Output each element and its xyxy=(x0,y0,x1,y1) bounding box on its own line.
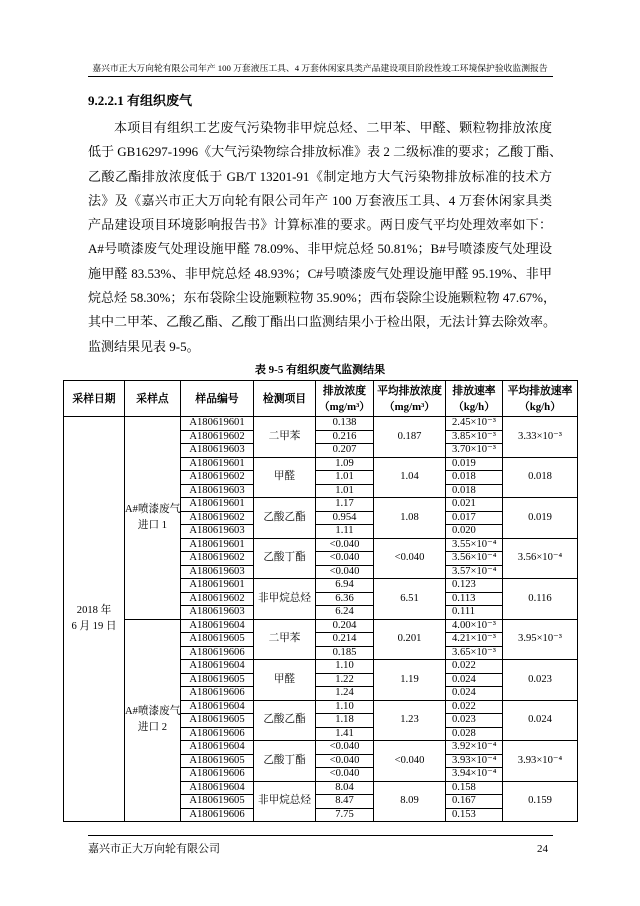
concentration-cell: 1.17 xyxy=(316,498,374,512)
emission-rate-cell: 4.21×10⁻³ xyxy=(446,633,503,647)
emission-rate-cell: 0.018 xyxy=(446,471,503,485)
concentration-cell: 1.41 xyxy=(316,727,374,741)
avg-concentration-cell: <0.040 xyxy=(374,538,446,579)
emission-rate-cell: 3.93×10⁻⁴ xyxy=(446,754,503,768)
emission-rate-cell: 3.65×10⁻³ xyxy=(446,646,503,660)
paragraph-line: 本项目有组织工艺废气污染物非甲烷总烃、二甲苯、甲醛、颗粒物排放浓度 xyxy=(114,120,552,135)
concentration-cell: 1.09 xyxy=(316,457,374,471)
running-header-title: 嘉兴市正大万向轮有限公司年产 100 万套液压工具、4 万套休闲家具类产品建设项目阶段性竣工环境保护验收监测报告 xyxy=(92,63,548,73)
concentration-cell: 1.01 xyxy=(316,471,374,485)
emission-rate-cell: 0.022 xyxy=(446,700,503,714)
header-label: 排放浓度 xyxy=(322,384,367,397)
concentration-cell: 1.18 xyxy=(316,714,374,728)
paragraph-line: A#号喷漆废气处理设施甲醛 78.09%、非甲烷总烃 50.81%；B#号喷漆废气处理设 xyxy=(88,241,552,257)
sample-id-cell: A180619604 xyxy=(181,741,254,755)
concentration-cell: 1.22 xyxy=(316,673,374,687)
sample-id-cell: A180619605 xyxy=(181,795,254,809)
paragraph-line: 法》及《嘉兴市正大万向轮有限公司年产 100 万套液压工具、4 万套休闲家具类 xyxy=(88,192,552,208)
concentration-cell: 1.10 xyxy=(316,660,374,674)
sample-id-cell: A180619604 xyxy=(181,781,254,795)
header-test-item: 检测项目 xyxy=(254,381,316,417)
footer-rule xyxy=(88,835,553,836)
emission-rate-cell: 3.56×10⁻⁴ xyxy=(446,552,503,566)
sampling-point-cell-line: A#喷漆废气 xyxy=(125,503,181,515)
header-unit: （kg/h） xyxy=(518,400,561,413)
sampling-point-cell xyxy=(125,619,181,822)
sampling-point-cell-line: 进口 1 xyxy=(137,519,168,531)
emission-rate-cell: 0.113 xyxy=(446,592,503,606)
concentration-cell: 6.24 xyxy=(316,606,374,620)
header-rule xyxy=(88,76,553,77)
test-item-cell: 甲醛 xyxy=(254,660,316,701)
sample-id-cell: A180619606 xyxy=(181,768,254,782)
table-caption: 表 9-5 有组织废气监测结果 xyxy=(254,364,386,376)
header-avg-emission-rate xyxy=(503,381,578,417)
concentration-cell: <0.040 xyxy=(316,565,374,579)
avg-emission-rate-cell: 3.56×10⁻⁴ xyxy=(503,538,578,579)
emission-rate-cell: 4.00×10⁻³ xyxy=(446,619,503,633)
paragraph-line: 其中二甲苯、乙酸乙酯、乙酸丁酯出口监测结果小于检出限，无法计算去除效率。 xyxy=(88,314,557,330)
table-body xyxy=(64,417,578,822)
emission-rate-cell: 0.111 xyxy=(446,606,503,620)
sample-id-cell: A180619602 xyxy=(181,592,254,606)
concentration-cell: 1.24 xyxy=(316,687,374,701)
sample-id-cell: A180619606 xyxy=(181,646,254,660)
emission-rate-cell: 3.70×10⁻³ xyxy=(446,444,503,458)
concentration-cell: 0.185 xyxy=(316,646,374,660)
footer-company-name: 嘉兴市正大万向轮有限公司 xyxy=(88,843,220,855)
concentration-cell: 6.36 xyxy=(316,592,374,606)
sample-id-cell: A180619605 xyxy=(181,754,254,768)
test-item-cell: 二甲苯 xyxy=(254,417,316,458)
sample-id-cell: A180619606 xyxy=(181,727,254,741)
header-unit: （kg/h） xyxy=(452,400,495,413)
emission-rate-cell: 0.153 xyxy=(446,808,503,822)
concentration-cell: 6.94 xyxy=(316,579,374,593)
sample-id-cell: A180619603 xyxy=(181,565,254,579)
avg-emission-rate-cell: 0.024 xyxy=(503,700,578,741)
paragraph-line: 烷总烃 58.30%；东布袋除尘设施颗粒物 35.90%；西布袋除尘设施颗粒物 47.67%， xyxy=(88,290,556,306)
concentration-cell: 0.216 xyxy=(316,430,374,444)
page-number: 24 xyxy=(537,843,548,855)
test-item-cell: 非甲烷总烃 xyxy=(254,579,316,620)
table-row xyxy=(64,619,578,633)
emission-rate-cell: 0.020 xyxy=(446,525,503,539)
test-item-cell: 乙酸丁酯 xyxy=(254,538,316,579)
header-unit: （mg/m³） xyxy=(318,400,371,413)
avg-emission-rate-cell: 3.93×10⁻⁴ xyxy=(503,741,578,782)
sampling-date-cell xyxy=(64,417,125,822)
paragraph-line: 乙酸乙酯排放浓度低于 GB/T 13201-91《制定地方大气污染物排放标准的技术方 xyxy=(88,168,552,184)
concentration-cell: 0.204 xyxy=(316,619,374,633)
header-sampling-date: 采样日期 xyxy=(64,381,125,417)
sample-id-cell: A180619601 xyxy=(181,579,254,593)
avg-concentration-cell: 1.08 xyxy=(374,498,446,539)
table-header-row xyxy=(64,381,578,417)
emission-rate-cell: 3.92×10⁻⁴ xyxy=(446,741,503,755)
emission-rate-cell: 0.158 xyxy=(446,781,503,795)
header-sample-id: 样品编号 xyxy=(181,381,254,417)
emission-monitoring-table xyxy=(63,380,578,822)
avg-concentration-cell: 8.09 xyxy=(374,781,446,822)
sample-id-cell: A180619601 xyxy=(181,498,254,512)
concentration-cell: <0.040 xyxy=(316,741,374,755)
concentration-cell: 1.01 xyxy=(316,484,374,498)
emission-rate-cell: 0.023 xyxy=(446,714,503,728)
emission-rate-cell: 3.57×10⁻⁴ xyxy=(446,565,503,579)
body-paragraph xyxy=(88,116,563,359)
avg-emission-rate-cell: 0.018 xyxy=(503,457,578,498)
concentration-cell: <0.040 xyxy=(316,552,374,566)
emission-rate-cell: 0.028 xyxy=(446,727,503,741)
avg-emission-rate-cell: 0.159 xyxy=(503,781,578,822)
avg-concentration-cell: <0.040 xyxy=(374,741,446,782)
paragraph-line: 监测结果见表 9-5。 xyxy=(88,338,200,354)
sample-id-cell: A180619601 xyxy=(181,457,254,471)
emission-rate-cell: 3.55×10⁻⁴ xyxy=(446,538,503,552)
concentration-cell: 0.954 xyxy=(316,511,374,525)
sampling-date-cell-line: 2018 年 xyxy=(76,605,112,616)
sample-id-cell: A180619604 xyxy=(181,660,254,674)
sample-id-cell: A180619604 xyxy=(181,619,254,633)
concentration-cell: 8.47 xyxy=(316,795,374,809)
sampling-point-cell-line: 进口 2 xyxy=(137,722,168,734)
header-emission-rate xyxy=(446,381,503,417)
concentration-cell: 0.207 xyxy=(316,444,374,458)
emission-rate-cell: 2.45×10⁻³ xyxy=(446,417,503,431)
header-avg-concentration xyxy=(374,381,446,417)
paragraph-line: 低于 GB16297-1996《大气污染物综合排放标准》表 2 二级标准的要求；乙酸丁酯、 xyxy=(88,144,563,160)
test-item-cell: 非甲烷总烃 xyxy=(254,781,316,822)
emission-rate-cell: 0.018 xyxy=(446,484,503,498)
emission-rate-cell: 0.021 xyxy=(446,498,503,512)
header-label: 平均排放浓度 xyxy=(377,384,442,397)
emission-rate-cell: 0.024 xyxy=(446,687,503,701)
section-heading: 9.2.2.1 有组织废气 xyxy=(88,93,193,108)
avg-emission-rate-cell: 0.019 xyxy=(503,498,578,539)
avg-concentration-cell: 1.19 xyxy=(374,660,446,701)
test-item-cell: 乙酸丁酯 xyxy=(254,741,316,782)
test-item-cell: 二甲苯 xyxy=(254,619,316,660)
test-item-cell: 乙酸乙酯 xyxy=(254,498,316,539)
emission-rate-cell: 0.022 xyxy=(446,660,503,674)
emission-rate-cell: 0.167 xyxy=(446,795,503,809)
avg-emission-rate-cell: 3.95×10⁻³ xyxy=(503,619,578,660)
header-label: 排放速率 xyxy=(452,384,496,397)
sample-id-cell: A180619602 xyxy=(181,430,254,444)
avg-emission-rate-cell: 0.116 xyxy=(503,579,578,620)
test-item-cell: 乙酸乙酯 xyxy=(254,700,316,741)
avg-concentration-cell: 6.51 xyxy=(374,579,446,620)
sample-id-cell: A180619602 xyxy=(181,511,254,525)
concentration-cell: 0.138 xyxy=(316,417,374,431)
paragraph-line: 产品建设项目环境影响报告书》计算标准的要求。两日废气平均处理效率如下： xyxy=(88,217,552,233)
concentration-cell: 7.75 xyxy=(316,808,374,822)
sample-id-cell: A180619606 xyxy=(181,808,254,822)
header-concentration xyxy=(316,381,374,417)
sample-id-cell: A180619606 xyxy=(181,687,254,701)
sampling-point-cell xyxy=(125,417,181,620)
sample-id-cell: A180619603 xyxy=(181,484,254,498)
sample-id-cell: A180619601 xyxy=(181,417,254,431)
header-label: 平均排放速率 xyxy=(507,384,573,397)
sampling-date-cell-line: 6 月 19 日 xyxy=(71,621,117,632)
avg-concentration-cell: 1.23 xyxy=(374,700,446,741)
concentration-cell: <0.040 xyxy=(316,768,374,782)
emission-rate-cell: 0.017 xyxy=(446,511,503,525)
sample-id-cell: A180619601 xyxy=(181,538,254,552)
sample-id-cell: A180619605 xyxy=(181,714,254,728)
sample-id-cell: A180619605 xyxy=(181,633,254,647)
concentration-cell: 1.10 xyxy=(316,700,374,714)
emission-rate-cell: 3.94×10⁻⁴ xyxy=(446,768,503,782)
concentration-cell: <0.040 xyxy=(316,754,374,768)
sample-id-cell: A180619603 xyxy=(181,606,254,620)
sample-id-cell: A180619603 xyxy=(181,444,254,458)
concentration-cell: 1.11 xyxy=(316,525,374,539)
avg-emission-rate-cell: 3.33×10⁻³ xyxy=(503,417,578,458)
sample-id-cell: A180619603 xyxy=(181,525,254,539)
paragraph-line: 施甲醛 83.53%、非甲烷总烃 48.93%；C#号喷漆废气处理设施甲醛 95.19%、非甲 xyxy=(88,265,552,281)
emission-rate-cell: 3.85×10⁻³ xyxy=(446,430,503,444)
avg-emission-rate-cell: 0.023 xyxy=(503,660,578,701)
header-unit: （mg/m³） xyxy=(383,400,436,413)
avg-concentration-cell: 0.201 xyxy=(374,619,446,660)
header-sampling-point: 采样点 xyxy=(125,381,181,417)
emission-rate-cell: 0.019 xyxy=(446,457,503,471)
concentration-cell: 0.214 xyxy=(316,633,374,647)
emission-rate-cell: 0.024 xyxy=(446,673,503,687)
sample-id-cell: A180619602 xyxy=(181,471,254,485)
emission-rate-cell: 0.123 xyxy=(446,579,503,593)
table-head xyxy=(64,381,578,417)
sample-id-cell: A180619604 xyxy=(181,700,254,714)
avg-concentration-cell: 0.187 xyxy=(374,417,446,458)
avg-concentration-cell: 1.04 xyxy=(374,457,446,498)
test-item-cell: 甲醛 xyxy=(254,457,316,498)
sample-id-cell: A180619602 xyxy=(181,552,254,566)
table-row xyxy=(64,417,578,431)
sample-id-cell: A180619605 xyxy=(181,673,254,687)
concentration-cell: 8.04 xyxy=(316,781,374,795)
sampling-point-cell-line: A#喷漆废气 xyxy=(125,706,181,718)
concentration-cell: <0.040 xyxy=(316,538,374,552)
